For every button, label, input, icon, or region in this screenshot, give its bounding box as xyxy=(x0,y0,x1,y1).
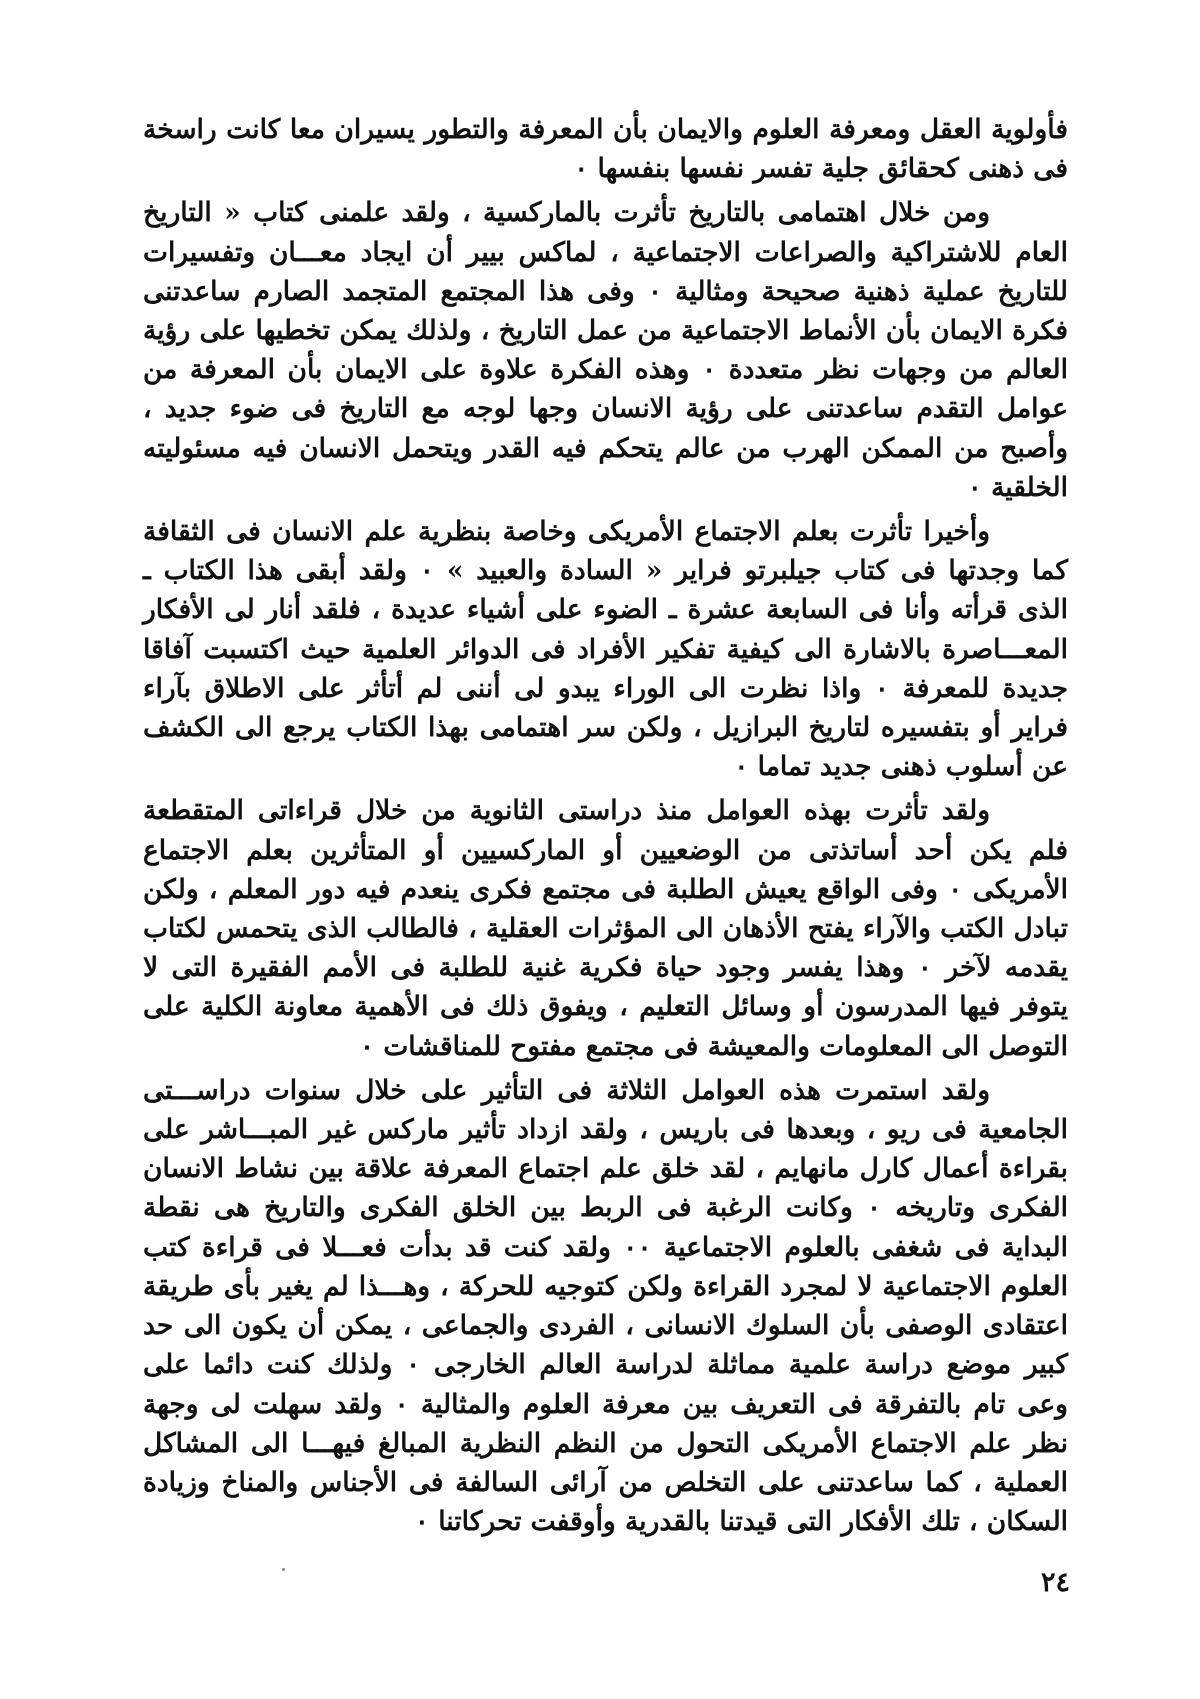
paragraph-4: ولقد تأثرت بهذه العوامل منذ دراستى الثانوية من خلال قراءاتى المتقطعة فلم يكن أحد أساتذتى من الوضعيين أو الماركسيين أو المتأثرين بعلم الاجتماع الأمريكى ٠ وفى الواقع يعيش الطلبة فى مجتمع فكرى ينعدم فيه دور المعلم ، ولكن تبادل الكتب والآراء يفتح الأذهان الى المؤثرات العقلية ، فالطالب الذى يتحمس لكتاب يقدمه لآخر ٠ وهذا يفسر وجود حياة فكرية غنية للطلبة فى الأمم الفقيرة التى لا يتوفر فيها المدرسون أو وسائل التعليم ، ويفوق ذلك فى الأهمية معاونة الكلية على التوصل الى المعلومات والمعيشة فى مجتمع مفتوح للمناقشات ٠ xyxy=(143,795,1068,1062)
page-body-text xyxy=(143,110,1068,1541)
paragraph-1: فأولوية العقل ومعرفة العلوم والايمان بأن المعرفة والتطور يسيران معا كانت راسخة فى ذهنى كحقائق جلية تفسر نفسها بنفسها ٠ xyxy=(143,114,1068,185)
paragraph-2: ومن خلال اهتمامى بالتاريخ تأثرت بالماركسية ، ولقد علمنى كتاب « التاريخ العام للاشتراكية والصراعات الاجتماعية ، لماكس بيير أن ايجاد معـــان وتفسيرات للتاريخ عملية ذهنية صحيحة ومثالية ٠ وفى هذا المجتمع المتجمد الصارم ساعدتنى فكرة الايمان بأن الأنماط الاجتماعية من عمل التاريخ ، ولذلك يمكن تخطيها على رؤية العالم من وجهات نظر متعددة ٠ وهذه الفكرة علاوة على الايمان بأن المعرفة من عوامل التقدم ساعدتنى على رؤية الانسان وجها لوجه مع التاريخ فى ضوء جديد ، وأصبح من الممكن الهرب من عالم يتحكم فيه القدر ويتحمل الانسان فيه مسئوليته الخلقية ٠ xyxy=(143,197,1069,503)
page-number: ٢٤ xyxy=(1040,1567,1070,1598)
paragraph-5: ولقد استمرت هذه العوامل الثلاثة فى التأثير على خلال سنوات دراســـتى الجامعية فى ريو ، وبعدها فى باريس ، ولقد ازداد تأثير ماركس غير المبـــاشر على بقراءة أعمال كارل مانهايم ، لقد خلق علم اجتماع المعرفة علاقة بين نشاط الانسان الفكرى وتاريخه ٠ وكانت الرغبة فى الربط بين الخلق الفكرى والتاريخ هى نقطة البداية فى شغفى بالعلوم الاجتماعية ٠٠ ولقد كنت قد بدأت فعـــلا فى قراءة كتب العلوم الاجتماعية لا لمجرد القراءة ولكن كتوجيه للحركة ، وهـــذا لم يغير بأى طريقة اعتقادى الوصفى بأن السلوك الانسانى ، الفردى والجماعى ، يمكن أن يكون الى حد كبير موضع دراسة علمية مماثلة لدراسة العالم الخارجى ٠ ولذلك كنت دائما على وعى تام بالتفرقة فى التعريف بين معرفة العلوم والمثالية ٠ ولقد سهلت لى وجهة نظر علم الاجتماع الأمريكى التحول من النظم النظرية المبالغ فيهـــا الى المشاكل العملية ، كما ساعدتنى على التخلص من آرائى السالفة فى الأجناس والمناخ وزيادة السكان ، تلك الأفكار التى قيدتنا بالقدرية وأوقفت تحركاتنا ٠ xyxy=(143,1074,1069,1538)
paragraph-3: وأخيرا تأثرت بعلم الاجتماع الأمريكى وخاصة بنظرية علم الانسان فى الثقافة كما وجدتها فى كتاب جيلبرتو فراير « السادة والعبيد » ٠ ولقد أبقى هذا الكتاب ـ الذى قرأته وأنا فى السابعة عشرة ـ الضوء على أشياء عديدة ، فلقد أنار لى الأفكار المعـــاصرة بالاشارة الى كيفية تفكير الأفراد فى الدوائر العلمية حيث اكتسبت آفاقا جديدة للمعرفة ٠ واذا نظرت الى الوراء يبدو لى أننى لم أتأثر على الاطلاق بآراء فراير أو بتفسيره لتاريخ البرازيل ، ولكن سر اهتمامى بهذا الكتاب يرجع الى الكشف عن أسلوب ذهنى جديد تماما ٠ xyxy=(143,516,1068,783)
scan-speck xyxy=(282,1568,285,1571)
